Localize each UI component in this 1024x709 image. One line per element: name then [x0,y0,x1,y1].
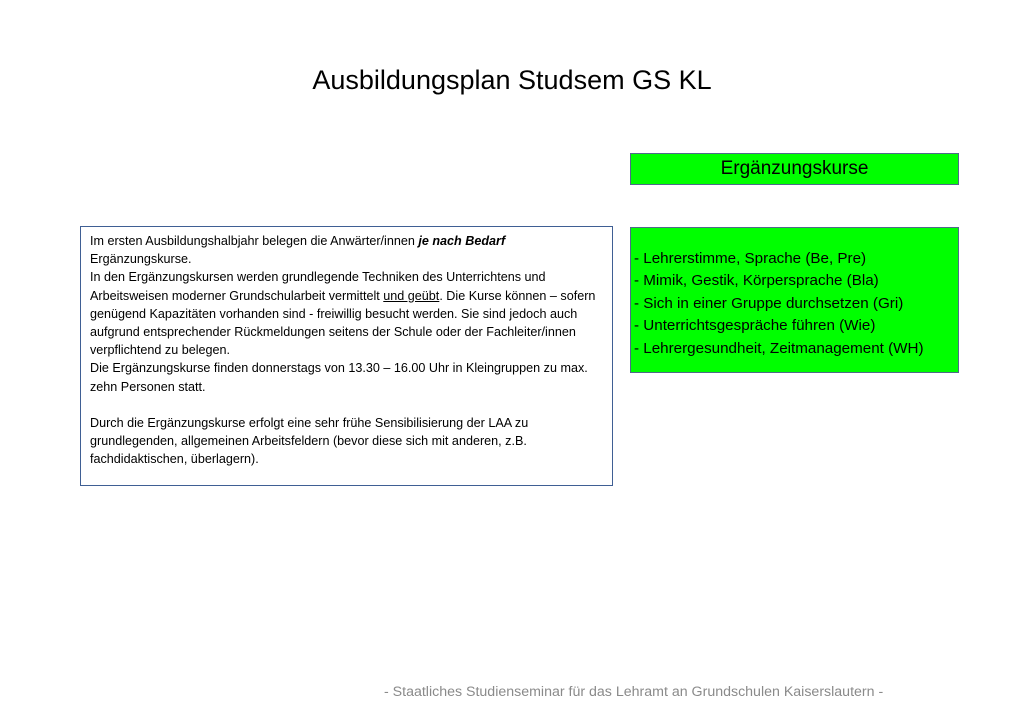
course-item: - Unterrichtsgespräche führen (Wie) [634,317,876,335]
page-footer: - Staatliches Studienseminar für das Lehramt an Grundschulen Kaiserslautern - [384,684,884,700]
info-p2-text-end: . Die Kurse können – sofern genügend Kapazitäten vorhanden sind - freiwillig besucht werden. Sie sind jedoch auch aufgrund entsprechender Rückmeldungen seitens der Schule oder der Fachleiter/innen verpflichtend zu belegen. [90,288,596,358]
info-p1-emphasis: je nach Bedarf [418,234,506,248]
course-item: - Lehrergesundheit, Zeitmanagement (WH) [634,339,924,357]
info-p1-text-end: Ergänzungskurse. [90,252,192,267]
info-p1-text: Im ersten Ausbildungshalbjahr belegen die Anwärter/innen [90,234,419,248]
course-list-box [630,227,959,373]
course-item: - Lehrerstimme, Sprache (Be, Pre) [634,250,867,267]
info-paragraph-1 [90,232,607,268]
course-item: - Sich in einer Gruppe durchsetzen (Gri) [634,294,904,312]
info-p2-underline: und geübt [383,288,440,303]
section-header-ergaenzungskurse: Ergänzungskurse [630,153,959,185]
page-title: Ausbildungsplan Studsem GS KL [312,65,712,95]
info-paragraph-4: Durch die Ergänzungskurse erfolgt eine sehr frühe Sensibilisierung der LAA zu grundlegenden, allgemeinen Arbeitsfeldern (bevor diese sich mit anderen, z.B. fachdidaktischen, überlagern). [90,416,529,467]
info-p2-text: In den Ergänzungskursen werden grundlegende Techniken des Unterrichtens und Arbeitsweisen moderner Grundschularbeit vermittelt [90,270,546,303]
course-item: - Mimik, Gestik, Körpersprache (Bla) [634,272,879,290]
info-paragraph-2 [90,268,607,359]
course-list [634,248,956,360]
info-paragraph-3: Die Ergänzungskurse finden donnerstags von 13.30 – 16.00 Uhr in Kleingruppen zu max. zehn Personen statt. [90,361,588,394]
info-text-box [80,226,613,486]
